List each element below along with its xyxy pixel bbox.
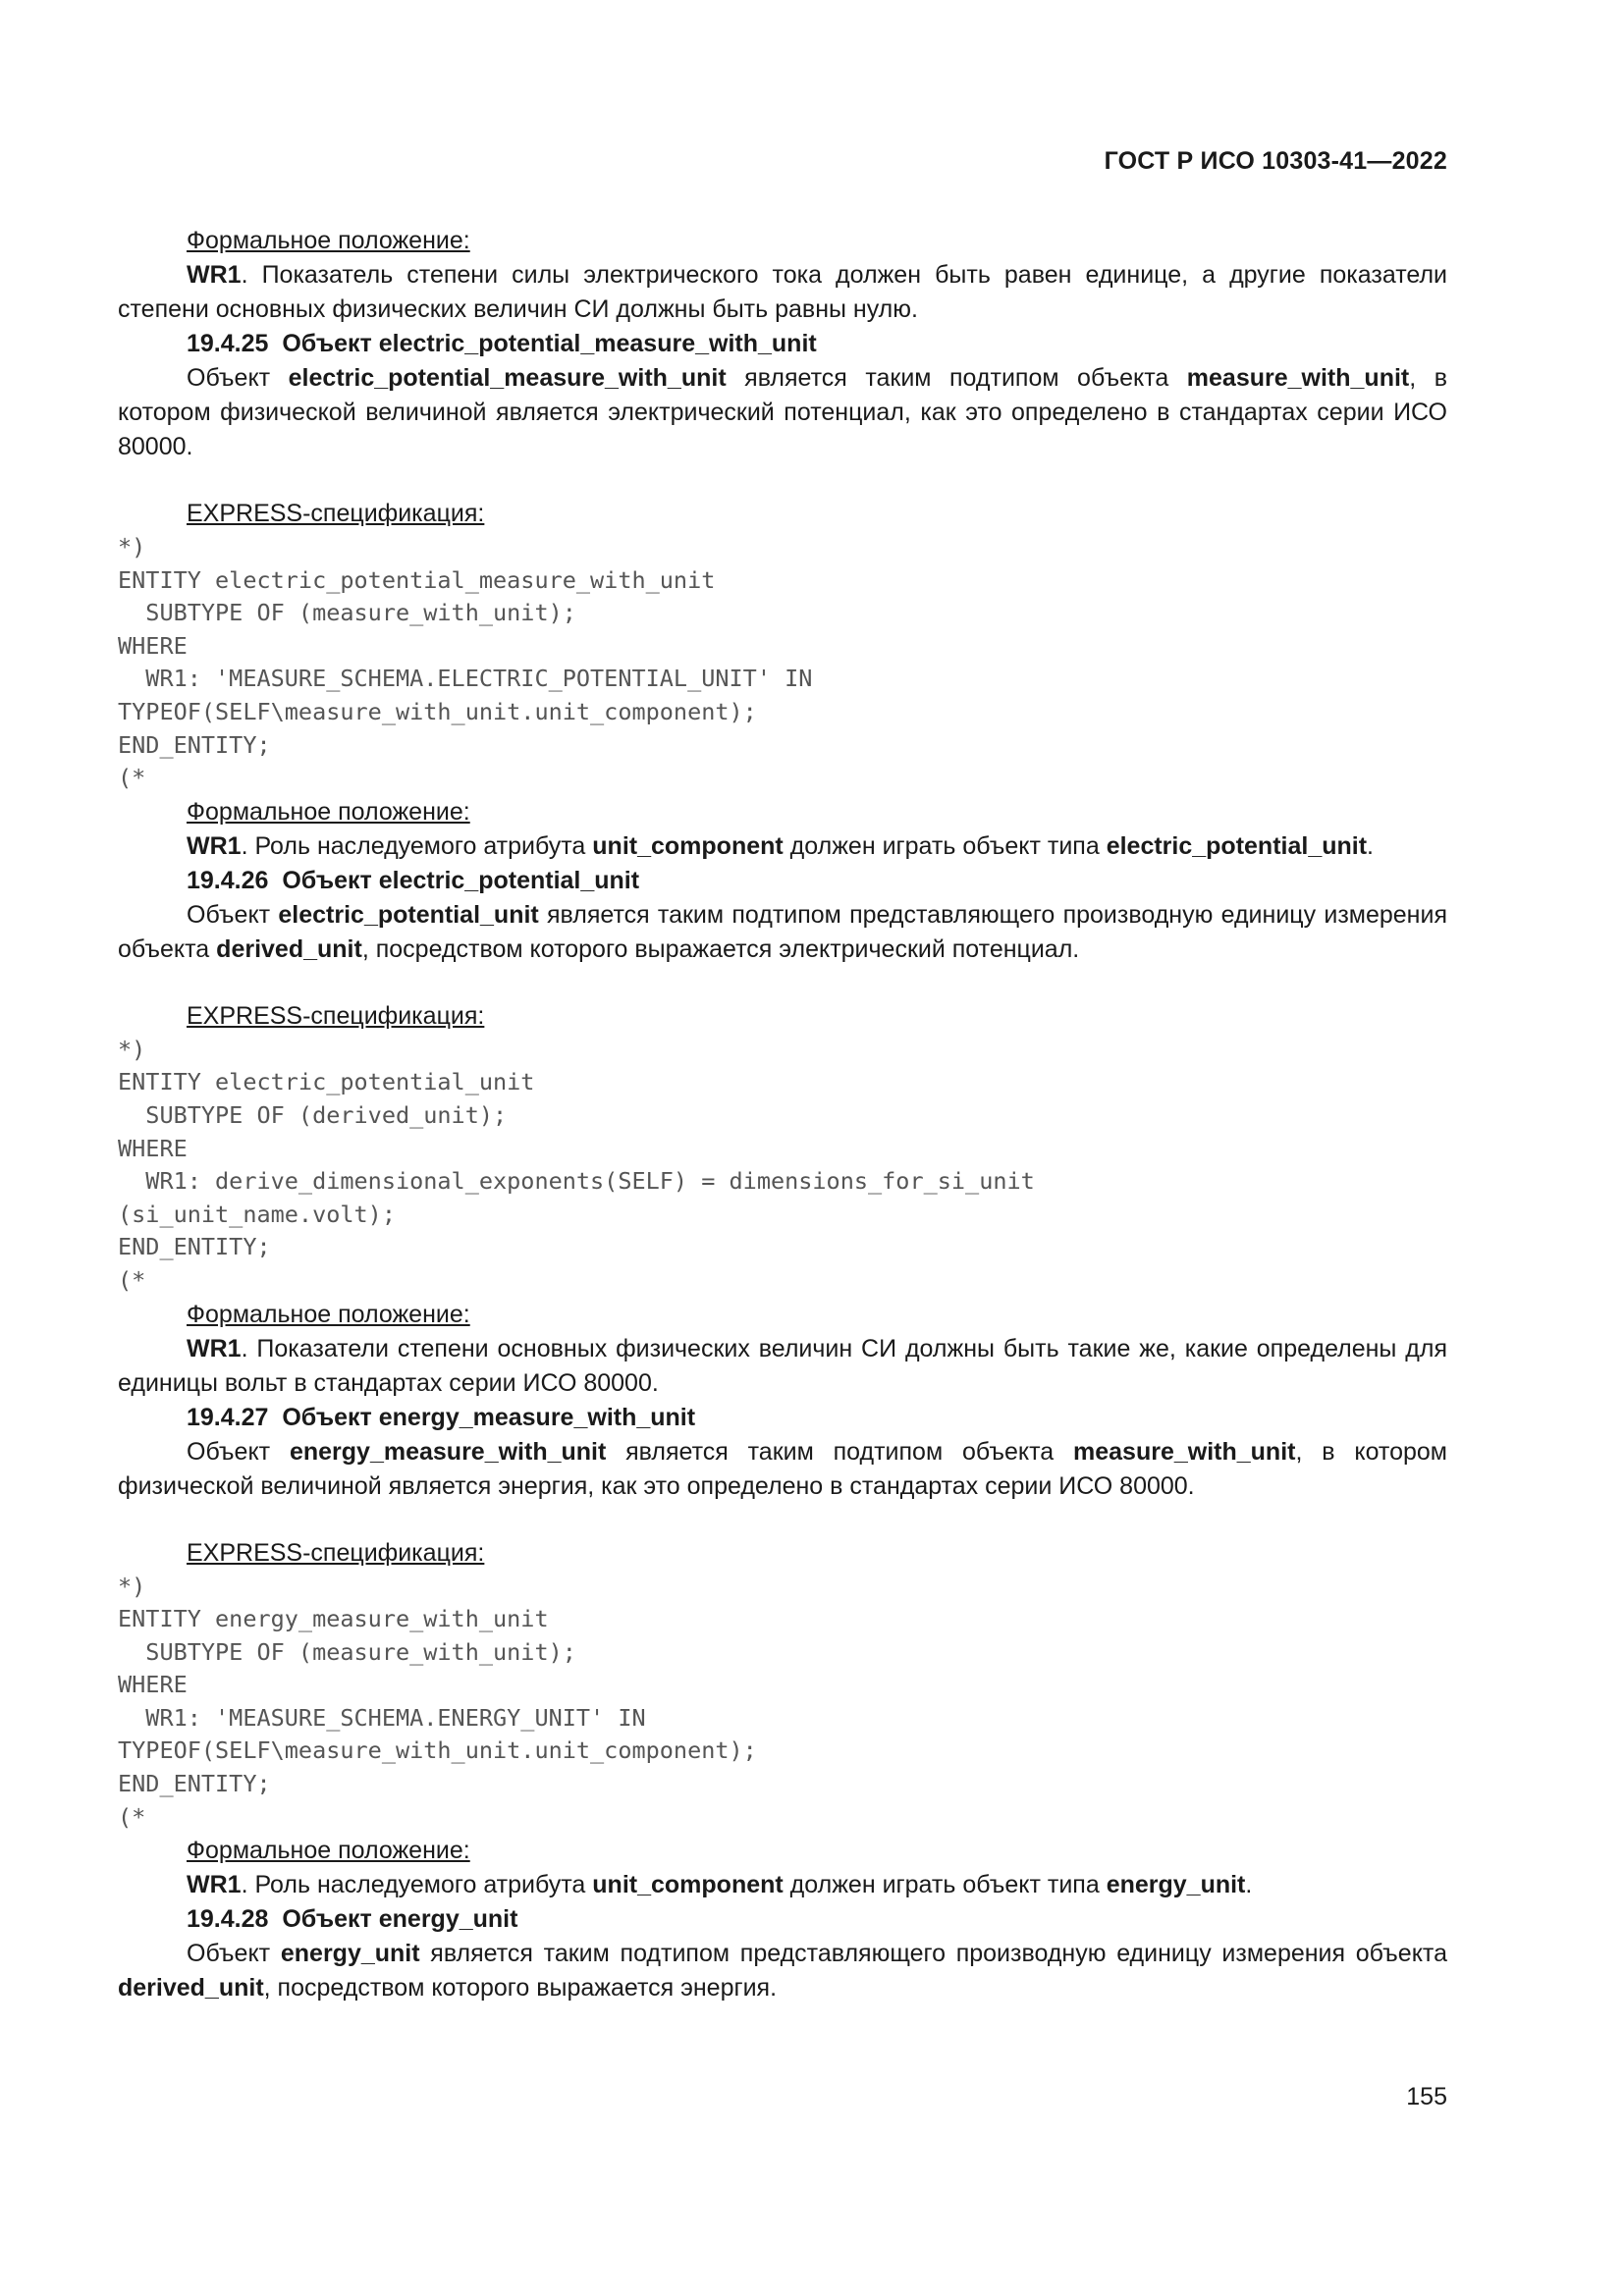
desc-end: , посредством которого выражается электрический потенциал. — [361, 934, 1080, 963]
section-entity-name: electric_potential_measure_with_unit — [378, 330, 817, 357]
formal-proposition-label: Формальное положение: — [187, 1300, 470, 1328]
section-number: 19.4.27 — [187, 1403, 269, 1431]
section-heading — [118, 1902, 1447, 1937]
formal-proposition-label: Формальное положение: — [187, 227, 470, 254]
desc-middle: является таким подтипом представляющего производную единицу измерения объекта — [118, 900, 1447, 963]
wr1-label: WR1 — [187, 1871, 242, 1899]
wr1-attribute: unit_component — [592, 1871, 784, 1899]
section-entity-name: electric_potential_unit — [378, 866, 640, 894]
section-description — [118, 898, 1447, 967]
wr1-text: . Роль наследуемого атрибута — [241, 831, 593, 860]
section-number: 19.4.25 — [187, 330, 269, 357]
desc-start: Объект — [187, 364, 289, 392]
wr1-text: . Показатели степени основных физических величин СИ должны быть такие же, какие определены для единицы вольт в стандартах серии ИСО 80000. — [118, 1334, 1447, 1397]
wr1-text: . Показатель степени силы электрического тока должен быть равен единице, а другие показатели степени основных физических величин СИ должны быть равны нулю. — [118, 261, 1447, 323]
section-description — [118, 1435, 1447, 1504]
desc-entity-name: energy_unit — [280, 1940, 420, 1968]
wr1-text: . — [1245, 1871, 1253, 1899]
desc-start: Объект — [187, 1940, 281, 1968]
section-entity-name: energy_measure_with_unit — [378, 1403, 696, 1431]
section-object-word: Объект — [282, 1403, 372, 1431]
section-entity-name: energy_unit — [378, 1905, 518, 1934]
formal-proposition-label: Формальное положение: — [187, 1837, 470, 1865]
desc-entity-name: energy_measure_with_unit — [289, 1437, 607, 1466]
page-number: 155 — [1406, 2083, 1447, 2110]
desc-end: , в котором физической величиной является электрический потенциал, как это определено в стандартах серии ИСО 80000. — [118, 364, 1447, 460]
page-content — [118, 224, 1447, 2005]
wr1-type: electric_potential_unit — [1106, 831, 1368, 860]
section-heading — [118, 1401, 1447, 1435]
desc-entity-name: electric_potential_measure_with_unit — [288, 364, 727, 392]
express-spec-label: EXPRESS-спецификация: — [187, 500, 485, 527]
wr1-type: energy_unit — [1106, 1871, 1246, 1899]
express-spec-label: EXPRESS-спецификация: — [187, 1001, 485, 1030]
wr1-text: . — [1367, 831, 1374, 860]
section-description — [118, 1937, 1447, 2005]
desc-supertype: derived_unit — [216, 934, 362, 963]
section-object-word: Объект — [282, 330, 372, 357]
desc-middle: является таким подтипом представляющего производную единицу измерения объекта — [419, 1940, 1447, 1968]
section-object-word: Объект — [282, 866, 372, 894]
wr1-rule-paragraph — [118, 1868, 1447, 1902]
desc-end: , посредством которого выражается энергия. — [263, 1974, 778, 2002]
section-object-word: Объект — [282, 1905, 372, 1934]
express-spec-label: EXPRESS-спецификация: — [187, 1538, 485, 1567]
section-heading — [118, 327, 1447, 361]
section-number: 19.4.26 — [187, 866, 269, 894]
wr1-rule-paragraph — [118, 258, 1447, 327]
wr1-text: . Роль наследуемого атрибута — [241, 1871, 593, 1899]
wr1-label: WR1 — [187, 1334, 242, 1362]
wr1-text: должен играть объект типа — [783, 831, 1107, 860]
wr1-rule-paragraph — [118, 829, 1447, 864]
document-id-header: ГОСТ Р ИСО 10303-41—2022 — [1104, 147, 1447, 175]
wr1-label: WR1 — [187, 831, 242, 860]
desc-middle: является таким подтипом объекта — [726, 364, 1187, 392]
desc-entity-name: electric_potential_unit — [278, 900, 539, 929]
express-code-block: *) ENTITY electric_potential_measure_with_unit SUBTYPE OF (measure_with_unit); WHERE WR1: 'MEASURE_SCHEMA.ELECTRIC_POTENTIAL_UNIT' IN TYPEOF(SELF\measure_with_unit.unit_component); END_ENTITY; (* — [118, 533, 813, 792]
express-code-block: *) ENTITY energy_measure_with_unit SUBTYPE OF (measure_with_unit); WHERE WR1: 'MEASURE_SCHEMA.ENERGY_UNIT' IN TYPEOF(SELF\measure_with_unit.unit_component); END_ENTITY; (* — [118, 1572, 757, 1831]
formal-proposition-label: Формальное положение: — [187, 797, 470, 826]
desc-middle: является таким подтипом объекта — [606, 1437, 1074, 1466]
wr1-attribute: unit_component — [592, 831, 784, 860]
express-code-block: *) ENTITY electric_potential_unit SUBTYPE OF (derived_unit); WHERE WR1: derive_dimensional_exponents(SELF) = dimensions_for_si_unit (si_unit_name.volt); END_ENTITY; (* — [118, 1035, 1035, 1294]
desc-supertype: derived_unit — [118, 1974, 264, 2002]
desc-start: Объект — [187, 1437, 290, 1466]
wr1-text: должен играть объект типа — [783, 1871, 1107, 1899]
section-heading — [118, 864, 1447, 898]
section-description — [118, 361, 1447, 464]
section-number: 19.4.28 — [187, 1905, 269, 1934]
desc-supertype: measure_with_unit — [1186, 364, 1410, 392]
wr1-rule-paragraph — [118, 1332, 1447, 1401]
wr1-label: WR1 — [187, 261, 242, 289]
desc-supertype: measure_with_unit — [1073, 1437, 1296, 1466]
desc-start: Объект — [187, 900, 279, 929]
desc-end: , в котором физической величиной является энергия, как это определено в стандартах серии ИСО 80000. — [118, 1437, 1447, 1500]
